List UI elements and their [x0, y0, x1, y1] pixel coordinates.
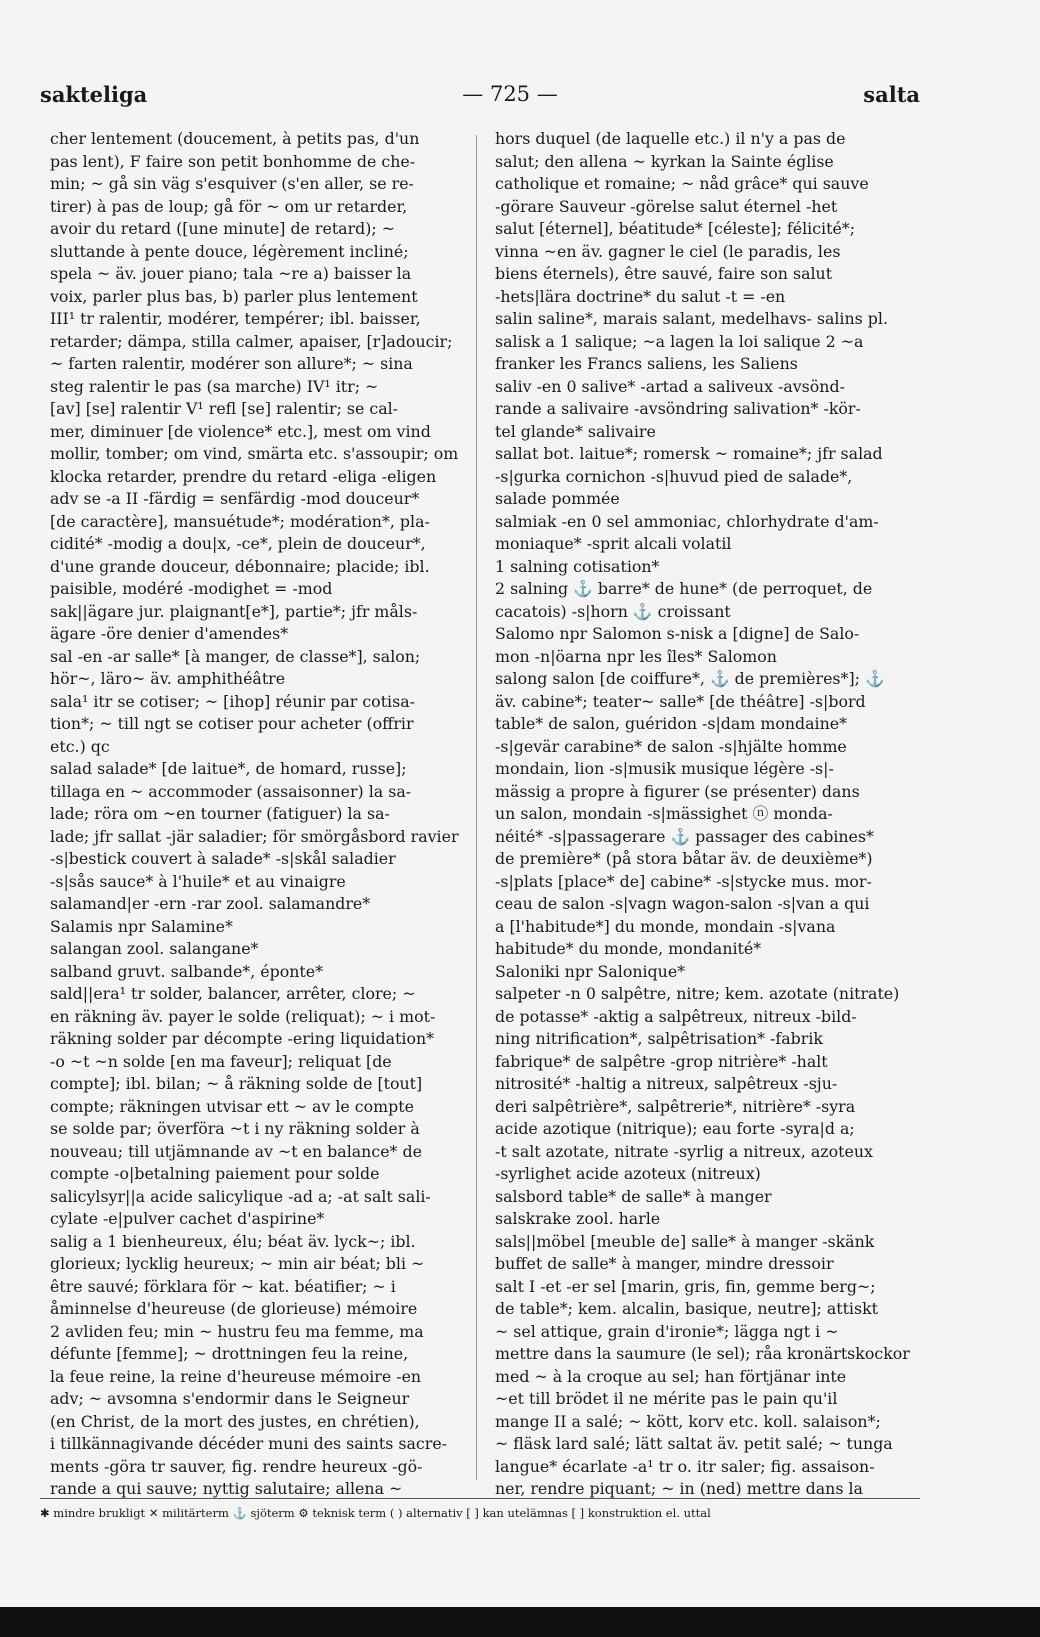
entry-line: -s|gurka cornichon -s|huvud pied de salade*,	[495, 466, 853, 486]
entry-line: salt I -et -er sel [marin, gris, fin, gemme berg~;	[495, 1276, 876, 1296]
entry-line: 2 avliden feu; min ~ hustru feu ma femme, ma	[50, 1321, 424, 1341]
entry-line: table* de salon, guéridon -s|dam mondaine*	[495, 714, 848, 733]
entry-line: klocka retarder, prendre du retard -eliga -eligen	[50, 466, 437, 486]
entry-line: [de caractère], mansuétude*; modération*, pla-	[50, 511, 430, 531]
entry-line: III¹ tr ralentir, modérer, tempérer; ibl. baisser,	[50, 309, 421, 328]
entry-line: lade; jfr sallat -jär saladier; för smörgåsbord ravier	[50, 826, 459, 846]
entry-line: åminnelse d'heureuse (de glorieuse) mémoire	[50, 1299, 418, 1318]
entry-line: i tillkännagivande décéder muni des saints sacre-	[50, 1434, 448, 1453]
entry-line: salicylsyr||a acide salicylique -ad a; -at salt sali-	[50, 1186, 431, 1206]
entry-line: salskrake zool. harle	[495, 1209, 661, 1228]
entry-line: ~ fläsk lard salé; lätt saltat äv. petit salé; ~ tunga	[495, 1434, 893, 1453]
entry-line: sal -en -ar salle* [à manger, de classe*], salon;	[50, 646, 421, 666]
entry-line: retarder; dämpa, stilla calmer, apaiser, [r]adoucir;	[50, 331, 453, 351]
entry-line: 1 salning cotisation*	[495, 556, 660, 576]
entry-line: hors duquel (de laquelle etc.) il n'y a pas de	[495, 129, 846, 148]
entry-line: ceau de salon -s|vagn wagon-salon -s|van a qui	[495, 894, 870, 913]
entry-line: mon -n|öarna npr les îles* Salomon	[495, 646, 777, 666]
entry-line: de potasse* -aktig a salpêtreux, nitreux -bild-	[495, 1006, 857, 1026]
entry-line: sallat bot. laitue*; romersk ~ romaine*; jfr salad	[495, 444, 883, 463]
entry-line: néité* -s|passagerare ⚓ passager des cabines*	[495, 826, 874, 846]
entry-line: ner, rendre piquant; ~ in (ned) mettre dans la	[495, 1479, 863, 1498]
entry-line: cylate -e|pulver cachet d'aspirine*	[50, 1209, 325, 1228]
entry-line: fabrique* de salpêtre -grop nitrière* -halt	[495, 1051, 828, 1071]
entry-line: deri salpêtrière*, salpêtrerie*, nitrière* -syra	[495, 1096, 856, 1116]
header-left-word: sakteliga	[40, 82, 148, 107]
entry-line: ~ farten ralentir, modérer son allure*; ~ sina	[50, 354, 413, 373]
entry-line: sak||ägare jur. plaignant[e*], partie*; jfr måls-	[50, 601, 418, 621]
entry-line: ments -göra tr sauver, fig. rendre heureux -gö-	[50, 1456, 423, 1476]
entry-line: en räkning äv. payer le solde (reliquat); ~ i mot-	[50, 1006, 436, 1026]
entry-line: la feue reine, la reine d'heureuse mémoire -en	[50, 1366, 422, 1386]
entry-line: salut [éternel], béatitude* [céleste]; félicité*;	[495, 219, 856, 238]
entry-line: franker les Francs saliens, les Saliens	[495, 354, 798, 373]
entry-line: tillaga en ~ accommoder (assaisonner) la sa-	[50, 781, 412, 801]
entry-line: salamand|er -ern -rar zool. salamandre*	[50, 894, 371, 913]
entry-line: -s|gevär carabine* de salon -s|hjälte homme	[495, 736, 847, 756]
entry-line: mondain, lion -s|musik musique légère -s|-	[495, 759, 834, 778]
entry-line: de table*; kem. alcalin, basique, neutre]; attiskt	[495, 1299, 879, 1318]
entry-line: ning nitrification*, salpêtrisation* -fabrik	[495, 1029, 823, 1048]
entry-line: vinna ~en äv. gagner le ciel (le paradis, les	[495, 241, 841, 261]
entry-line: salisk a 1 salique; ~a lagen la loi salique 2 ~a	[495, 331, 864, 351]
entry-line: min; ~ gå sin väg s'esquiver (s'en aller, se re-	[50, 174, 414, 193]
entry-line: biens éternels), être sauvé, faire son salut	[495, 264, 833, 283]
entry-line: nouveau; till utjämnande av ~t en balance* de	[50, 1141, 422, 1161]
entry-line: mässig a propre à figurer (se présenter) dans	[495, 781, 860, 801]
entry-line: hör~, läro~ äv. amphithéâtre	[50, 669, 286, 688]
entry-line: salsbord table* de salle* à manger	[495, 1186, 772, 1206]
entry-line: tion*; ~ till ngt se cotiser pour acheter (offrir	[50, 714, 414, 733]
entry-line: -s|plats [place* de] cabine* -s|stycke mus. mor-	[495, 871, 872, 891]
entry-line: ~et till brödet il ne mérite pas le pain qu'il	[495, 1389, 838, 1408]
entry-line: salade pommée	[495, 489, 620, 508]
entry-line: tel glande* salivaire	[495, 421, 656, 441]
entry-line: -syrlighet acide azoteux (nitreux)	[495, 1164, 761, 1183]
entry-line: voix, parler plus bas, b) parler plus lentement	[50, 286, 418, 306]
entry-line: se solde par; överföra ~t i ny räkning solder à	[50, 1119, 420, 1138]
entry-line: adv; ~ avsomna s'endormir dans le Seigneur	[50, 1389, 410, 1408]
entry-line: saliv -en 0 salive* -artad a saliveux -avsönd-	[495, 376, 845, 396]
legend-footer: ✱ mindre brukligt ✕ militärterm ⚓ sjöterm ⚙ teknisk term ( ) alternativ [ ] kan utelämnas [ ] konstruktion el. uttal	[40, 1506, 711, 1520]
entry-line: Salomo npr Salomon s-nisk a [digne] de Salo-	[495, 624, 860, 643]
entry-line: cidité* -modig a dou|x, -ce*, plein de douceur*,	[50, 534, 426, 553]
entry-line: äv. cabine*; teater~ salle* [de théâtre] -s|bord	[495, 691, 866, 711]
entry-line: avoir du retard ([une minute] de retard); ~	[50, 219, 395, 238]
entry-line: mettre dans la saumure (le sel); råa kronärtskockor	[495, 1344, 910, 1363]
entry-line: salad salade* [de laitue*, de homard, russe];	[50, 759, 407, 778]
entry-line: mollir, tomber; om vind, smärta etc. s'assoupir; om	[50, 444, 459, 463]
entry-line: habitude* du monde, mondanité*	[495, 939, 762, 958]
entry-line: sala¹ itr se cotiser; ~ [ihop] réunir par cotisa-	[50, 691, 415, 711]
entry-line: Salamis npr Salamine*	[50, 916, 233, 936]
entry-line: acide azotique (nitrique); eau forte -syra|d a;	[495, 1119, 855, 1138]
entry-line: mange II a salé; ~ kött, korv etc. koll. salaison*;	[495, 1411, 881, 1431]
entry-line: salband gruvt. salbande*, éponte*	[50, 961, 323, 981]
entry-line: ägare -öre denier d'amendes*	[50, 624, 289, 643]
entry-line: -görare Sauveur -görelse salut éternel -het	[495, 196, 838, 216]
entry-line: glorieux; lycklig heureux; ~ min air béat; bli ~	[50, 1254, 425, 1273]
entry-line: cher lentement (doucement, à petits pas, d'un	[50, 129, 420, 148]
right-column	[495, 128, 915, 1501]
entry-line: salin saline*, marais salant, medelhavs- salins pl.	[495, 309, 888, 328]
column-divider	[476, 135, 477, 1480]
entry-line: salpeter -n 0 salpêtre, nitre; kem. azotate (nitrate)	[495, 984, 900, 1003]
entry-line: spela ~ äv. jouer piano; tala ~re a) baisser la	[50, 264, 412, 283]
entry-line: rande a salivaire -avsöndring salivation* -kör-	[495, 399, 861, 418]
left-column	[50, 128, 470, 1501]
entry-line: (en Christ, de la mort des justes, en chrétien),	[50, 1411, 420, 1431]
entry-line: -s|sås sauce* à l'huile* et au vinaigre	[50, 871, 346, 891]
entry-line: lade; röra om ~en tourner (fatiguer) la sa-	[50, 804, 390, 823]
entry-line: etc.) qc	[50, 736, 110, 756]
entry-line: paisible, modéré -modighet = -mod	[50, 579, 333, 598]
entry-line: être sauvé; förklara för ~ kat. béatifier; ~ i	[50, 1276, 396, 1296]
entry-line: salong salon [de coiffure*, ⚓ de premières*]; ⚓	[495, 669, 885, 688]
entry-line: sals||möbel [meuble de] salle* à manger -skänk	[495, 1231, 875, 1251]
entry-line: salut; den allena ~ kyrkan la Sainte église	[495, 151, 834, 171]
header-right-word: salta	[863, 82, 920, 107]
entry-line: compte -o|betalning paiement pour solde	[50, 1164, 380, 1183]
entry-line: mer, diminuer [de violence* etc.], mest om vind	[50, 421, 431, 441]
entry-line: -t salt azotate, nitrate -syrlig a nitreux, azoteux	[495, 1141, 873, 1161]
entry-line: catholique et romaine; ~ nåd grâce* qui sauve	[495, 174, 869, 193]
entry-line: a [l'habitude*] du monde, mondain -s|vana	[495, 916, 836, 936]
entry-line: salangan zool. salangane*	[50, 939, 259, 958]
entry-line: med ~ à la croque au sel; han förtjänar inte	[495, 1366, 847, 1386]
entry-line: un salon, mondain -s|mässighet ⓝ monda-	[495, 804, 833, 823]
entry-line: salig a 1 bienheureux, élu; béat äv. lyck~; ibl.	[50, 1231, 416, 1251]
entry-line: salmiak -en 0 sel ammoniac, chlorhydrate d'am-	[495, 511, 879, 531]
entry-line: défunte [femme]; ~ drottningen feu la reine,	[50, 1344, 409, 1363]
entry-line: compte]; ibl. bilan; ~ å räkning solde de [tout]	[50, 1074, 423, 1093]
entry-line: 2 salning ⚓ barre* de hune* (de perroquet, de	[495, 579, 873, 598]
entry-line: -o ~t ~n solde [en ma faveur]; reliquat [de	[50, 1051, 392, 1071]
entry-line: tirer) à pas de loup; gå för ~ om ur retarder,	[50, 196, 408, 216]
entry-line: sluttande à pente douce, légèrement incliné;	[50, 241, 409, 261]
entry-line: Saloniki npr Salonique*	[495, 961, 686, 981]
entry-line: compte; räkningen utvisar ett ~ av le compte	[50, 1096, 414, 1116]
scan-edge	[0, 1607, 1040, 1637]
entry-line: langue* écarlate -a¹ tr o. itr saler; fig. assaison-	[495, 1456, 875, 1476]
entry-line: ~ sel attique, grain d'ironie*; lägga ngt i ~	[495, 1321, 839, 1341]
footer-rule	[40, 1498, 920, 1499]
entry-line: cacatois) -s|horn ⚓ croissant	[495, 601, 731, 621]
entry-line: rande a qui sauve; nyttig salutaire; allena ~	[50, 1479, 403, 1498]
entry-line: nitrosité* -haltig a nitreux, salpêtreux -sju-	[495, 1074, 838, 1093]
entry-line: adv se -a II -färdig = senfärdig -mod douceur*	[50, 489, 420, 508]
entry-line: d'une grande douceur, débonnaire; placide; ibl.	[50, 556, 430, 576]
entry-line: moniaque* -sprit alcali volatil	[495, 534, 732, 553]
entry-line: pas lent), F faire son petit bonhomme de che-	[50, 151, 416, 171]
entry-line: [av] [se] ralentir V¹ refl [se] ralentir; se cal-	[50, 399, 399, 418]
page-number: — 725 —	[462, 82, 558, 106]
entry-line: buffet de salle* à manger, mindre dressoir	[495, 1254, 834, 1273]
entry-line: steg ralentir le pas (sa marche) IV¹ itr; ~	[50, 376, 379, 396]
entry-line: sald||era¹ tr solder, balancer, arrêter, clore; ~	[50, 984, 416, 1003]
entry-line: -hets|lära doctrine* du salut -t = -en	[495, 286, 786, 306]
page-header	[40, 82, 920, 112]
entry-line: räkning solder par décompte -ering liquidation*	[50, 1029, 435, 1048]
entry-line: -s|bestick couvert à salade* -s|skål saladier	[50, 849, 396, 868]
entry-line: de première* (på stora båtar äv. de deuxième*)	[495, 849, 873, 868]
